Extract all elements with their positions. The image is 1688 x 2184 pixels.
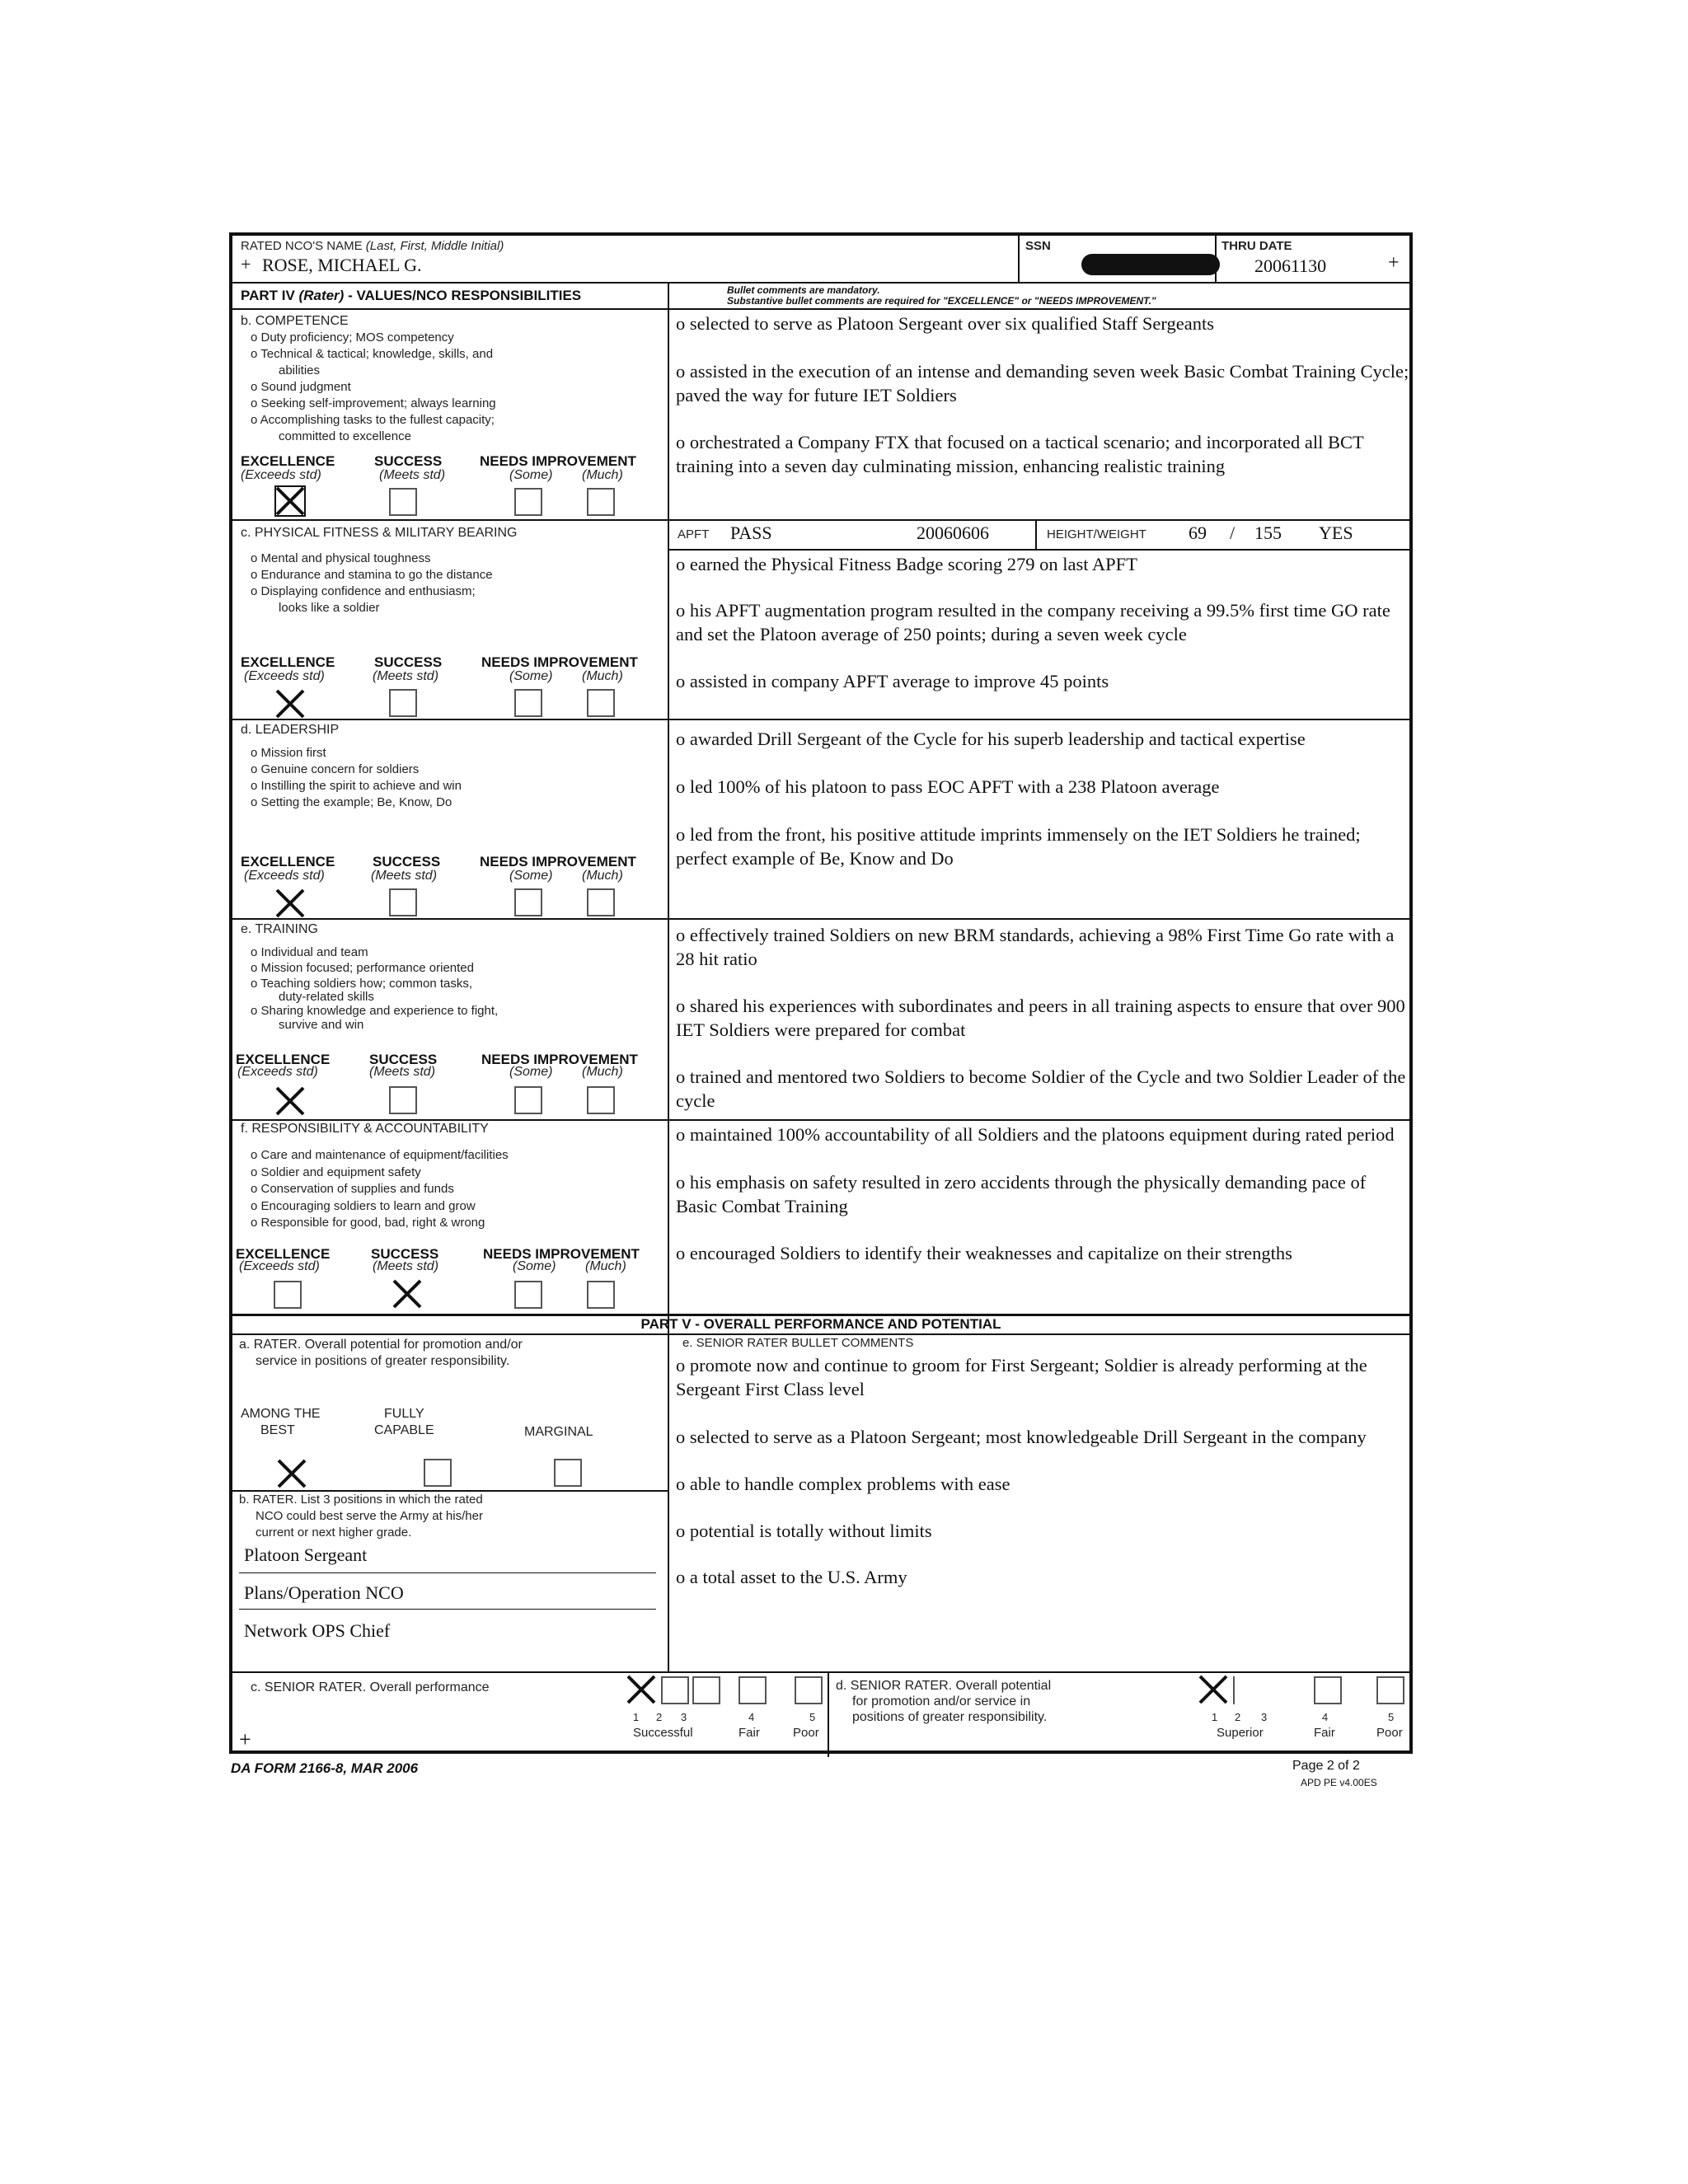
section-d-items: o Mission first o Genuine concern for soldiers o Instilling the spirit to achieve and win o Setting the example; Be, Know, Do	[251, 746, 462, 809]
plus-mark-bottom-left: +	[239, 1727, 251, 1751]
section-b-excellence-checkbox[interactable]	[274, 485, 307, 518]
section-b-items: o Duty proficiency; MOS competency o Technical & tactical; knowledge, skills, and abilities o Sound judgment o Seeking self-improvement; always learning o Accomplishing tasks to the fullest capacity; committed to excellence	[251, 330, 496, 443]
section-d-bullet-3: o led from the front, his positive attitude imprints immensely on the IET Soldiers he trained; perfect example of Be, Know and Do	[676, 824, 1361, 869]
height-weight-result[interactable]: YES	[1319, 523, 1353, 543]
section-c-bullet-2: o his APFT augmentation program resulted in the company receiving a 99.5% first time GO rate and set the Platoon average of 250 points; during a seven week cycle	[676, 600, 1390, 644]
potential-num-3: 3	[1261, 1711, 1268, 1723]
part-iv-title: PART IV (Rater) - VALUES/NCO RESPONSIBILITIES	[241, 288, 582, 303]
section-f-success-checkbox[interactable]	[391, 1277, 424, 1310]
section-f-bullets	[676, 1122, 1409, 1265]
section-e-success-checkbox[interactable]	[389, 1086, 417, 1114]
section-e-some-checkbox[interactable]	[514, 1086, 542, 1114]
section-b-bullet-3: o orchestrated a Company FTX that focused on a tactical scenario; and incorporated all BCT training into a seven day culminating mission, enhancing realistic training	[676, 432, 1364, 476]
senior-rater-performance-title: c. SENIOR RATER. Overall performance	[251, 1680, 490, 1694]
performance-num-5: 5	[809, 1711, 816, 1723]
potential-box-4[interactable]	[1376, 1676, 1404, 1704]
section-f-items: o Care and maintenance of equipment/facilities o Soldier and equipment safety o Conservation of supplies and funds o Encouraging soldiers to learn and grow o Responsible for good, bad, right & wrong	[251, 1148, 509, 1230]
section-b-much-checkbox[interactable]	[587, 488, 615, 516]
section-f-bullet-1: o maintained 100% accountability of all Soldiers and the platoons equipment during rated period	[676, 1124, 1395, 1145]
section-b-bullet-1: o selected to serve as Platoon Sergeant over six qualified Staff Sergeants	[676, 313, 1214, 334]
section-c-bullet-3: o assisted in company APFT average to improve 45 points	[676, 671, 1109, 691]
performance-successful-label: Successful	[633, 1726, 693, 1740]
section-f-bullet-2: o his emphasis on safety resulted in zero accidents through the physically demanding pace of Basic Combat Training	[676, 1172, 1367, 1216]
section-c-title: c. PHYSICAL FITNESS & MILITARY BEARING	[241, 526, 518, 540]
section-b-bullets	[676, 312, 1409, 478]
performance-box-2[interactable]	[661, 1676, 689, 1704]
section-b-bullet-2: o assisted in the execution of an intense and demanding seven week Basic Combat Training Cycle; paved the way for future IET Soldiers	[676, 361, 1409, 405]
section-e-bullets	[676, 923, 1409, 1113]
section-f-title: f. RESPONSIBILITY & ACCOUNTABILITY	[241, 1122, 489, 1136]
form-version: APD PE v4.00ES	[1301, 1777, 1377, 1788]
potential-box-1[interactable]	[1197, 1673, 1230, 1706]
thru-date-value[interactable]: 20061130	[1254, 255, 1327, 276]
performance-box-3[interactable]	[692, 1676, 720, 1704]
performance-fair-label: Fair	[738, 1726, 760, 1740]
section-b-title: b. COMPETENCE	[241, 314, 349, 328]
marginal-label: MARGINAL	[524, 1425, 593, 1439]
thru-date-label: THRU DATE	[1221, 239, 1292, 253]
potential-num-5: 5	[1388, 1711, 1395, 1723]
section-e-bullet-1: o effectively trained Soldiers on new BRM standards, achieving a 98% First Time Go rate with a 28 hit ratio	[676, 925, 1395, 969]
substantive-note: Substantive bullet comments are required for "EXCELLENCE" or "NEEDS IMPROVEMENT."	[727, 295, 1156, 307]
height-weight-slash: /	[1230, 523, 1236, 543]
height-value[interactable]: 69	[1189, 523, 1207, 543]
position-2[interactable]: Plans/Operation NCO	[244, 1582, 404, 1603]
page-number: Page 2 of 2	[1292, 1759, 1360, 1773]
height-weight-label: HEIGHT/WEIGHT	[1047, 527, 1146, 541]
part-v-title: PART V - OVERALL PERFORMANCE AND POTENTIAL	[640, 1316, 1001, 1332]
section-f-bullet-3: o encouraged Soldiers to identify their weaknesses and capitalize on their strengths	[676, 1243, 1292, 1263]
apft-result[interactable]: PASS	[730, 523, 772, 543]
section-e-much-checkbox[interactable]	[587, 1086, 615, 1114]
senior-rater-bullet-2: o selected to serve as a Platoon Sergeant; most knowledgeable Drill Sergeant in the company	[676, 1427, 1367, 1447]
performance-box-5[interactable]	[795, 1676, 823, 1704]
potential-num-2: 2	[1235, 1711, 1241, 1723]
marginal-checkbox[interactable]	[554, 1459, 582, 1487]
senior-rater-potential-title: d. SENIOR RATER. Overall potential for promotion and/or service in positions of greater responsibility.	[836, 1679, 1052, 1724]
performance-num-2: 2	[656, 1711, 663, 1723]
senior-rater-bullet-4: o potential is totally without limits	[676, 1521, 932, 1541]
senior-rater-bullet-1: o promote now and continue to groom for First Sergeant; Soldier is already performing at the Sergeant First Class level	[676, 1355, 1367, 1399]
form-identifier: DA FORM 2166-8, MAR 2006	[231, 1760, 419, 1776]
apft-label: APFT	[678, 527, 710, 541]
section-b-some-checkbox[interactable]	[514, 488, 542, 516]
section-d-some-checkbox[interactable]	[514, 888, 542, 916]
section-d-bullet-2: o led 100% of his platoon to pass EOC APFT with a 238 Platoon average	[676, 776, 1220, 797]
section-c-much-checkbox[interactable]	[587, 689, 615, 717]
evaluation-form: RATED NCO'S NAME (Last, First, Middle Initial) + ROSE, MICHAEL G. SSN THRU DATE 20061130 + PART IV (Rater) - VALUES/NCO RESPONSIBILITIES Bullet comments are mandatory. Substantive bullet comments are required for "EXCELLENCE" or "NEEDS IMPROVEMENT." b. COMPETENCE o Duty proficiency; MOS competency o Technical & tactical; knowledge, skills, and abilities o Sound judgment o Seeking self-improvement; always learning o Accomplishing tasks to the fullest capacity; committed to excellence EXCELLENCE (Exceeds std) SUCCESS (Meets std) NEEDS IMPROVEMENT (Some) (Much) o selected to serve as Platoon Sergeant over six qualified Staff Sergeants o assisted in the execution of an intense and demanding seven week Basic Combat Training Cycle; paved the way for future IET Soldiers o orchestrated a Company FTX that focused on a tactical scenario; and incorporated all BCT training into a seven day culminating mission, enhancing realistic training c. PHYSICAL FITNESS & MILITARY BEARING o Mental and physical toughness o Endurance and stamina to go the distance o Displaying confidence and enthusiasm; looks like a soldier EXCELLENCE (Exceeds std) SUCCESS (Meets std) NEEDS IMPROVEMENT (Some) (Much) APFT PASS 20060606 HEIGHT/WEIGHT 69 / 155 YES o earned the Physical Fitness Badge scoring 279 on last APFT o his APFT augmentation program resulted in the company receiving a 99.5% first time GO rate and set the Platoon average of 250 points; during a seven week cycle o assisted in company APFT average to improve 45 points d. LEADERSHIP o Mission first o Genuine concern for soldiers o Instilling the spirit to achieve and win o Setting the example; Be, Know, Do EXCELLENCE (Exceeds std) SUCCESS (Meets std) NEEDS IMPROVEMENT (Some) (Much) o awarded Drill Sergeant of the Cycle for his superb leadership and tactical expertise o led 100% of his platoon to pass EOC APFT with a 238 Platoon average o led from the front, his positive attitude imprints immensely on the IET Soldiers he trained; perfect example of Be, Know and Do e. TRAINING o Individual and team o Mission focused; performance oriented o Teaching soldiers how; common tasks, duty-related skills o Sharing knowledge and experience to fight, survive and win EXCELLENCE (Exceeds std) SUCCESS (Meets std) NEEDS IMPROVEMENT (Some) (Much) o effectively trained Soldiers on new BRM standards, achieving a 98% First Time Go rate with a 28 hit ratio o shared his experiences with subordinates and peers in all training aspects to ensure that over 900 IET Soldiers were prepared for combat o trained and mentored two Soldiers to become Soldier of the Cycle and two Soldier Leader of the cycle f. RESPONSIBILITY & ACCOUNTABILITY o Care and maintenance of equipment/facilities o Soldier and equipment safety o Conservation of supplies and funds o Encouraging soldiers to learn and grow o Responsible for good, bad, right & wrong EXCELLENCE (Exceeds std) SUCCESS (Meets std) NEEDS IMPROVEMENT (Some) (Much) o maintained 100% accountability of all Soldiers and the platoons equipment during rated period o his emphasis on safety resulted in zero accidents through the physically demanding pace of Basic Combat Training o encouraged Soldiers to identify their weaknesses and capitalize on their strengths PART V - OVERALL PERFORMANCE AND POTENTIAL a. RATER. Overall potential for promotion and/or service in positions of greater responsibility. AMONG THE BEST FULLY CAPABLE MARGINAL b. RATER. List 3 positions in which the rated NCO could best serve the Army at his/her current or next higher grade. Platoon Sergeant Plans/Operation NCO Network OPS Chief e. SENIOR RATER BULLET COMMENTS o promote now and continue to groom for First Sergeant; Soldier is already performing at the Sergeant First Class level o selected to serve as a Platoon Sergeant; most knowledgeable Drill Sergeant in the company o able to handle complex problems with ease o potential is totally without limits o a total asset to the U.S. Army c. SENIOR RATER. Overall performance 1 2 3 4 5 Successful Fair Poor + d. SENIOR RATER. Overall potential for promotion and/or service in positions of greater responsibility. 1 2 3 4 5 Superior Fair Poor	[229, 232, 1413, 1754]
performance-num-4: 4	[748, 1711, 755, 1723]
section-e-title: e. TRAINING	[241, 922, 318, 936]
ssn-redaction	[1081, 254, 1220, 275]
senior-rater-bullets	[676, 1353, 1409, 1589]
plus-mark-top-right: +	[1388, 252, 1400, 274]
section-c-bullet-1: o earned the Physical Fitness Badge scoring 279 on last APFT	[676, 554, 1137, 574]
performance-num-1: 1	[633, 1711, 640, 1723]
section-c-items: o Mental and physical toughness o Endurance and stamina to go the distance o Displaying confidence and enthusiasm; looks like a soldier	[251, 551, 493, 615]
position-3[interactable]: Network OPS Chief	[244, 1620, 391, 1641]
section-e-bullet-2: o shared his experiences with subordinates and peers in all training aspects to ensure that over 900 IET Soldiers were prepared for combat	[676, 996, 1405, 1040]
potential-num-4: 4	[1322, 1711, 1329, 1723]
rated-nco-name[interactable]: ROSE, MICHAEL G.	[262, 255, 422, 275]
section-c-some-checkbox[interactable]	[514, 689, 542, 717]
potential-superior-label: Superior	[1217, 1726, 1264, 1740]
section-e-excellence-checkbox[interactable]	[274, 1085, 307, 1118]
section-c-bullets	[676, 552, 1409, 693]
section-c-excellence-checkbox[interactable]	[274, 687, 307, 720]
section-d-title: d. LEADERSHIP	[241, 723, 340, 737]
rater-potential-title: a. RATER. Overall potential for promotion and/or service in positions of greater responsibility.	[239, 1338, 523, 1368]
apft-date[interactable]: 20060606	[917, 523, 989, 543]
fully-capable-checkbox[interactable]	[424, 1459, 452, 1487]
potential-box-2[interactable]	[1233, 1676, 1261, 1704]
name-label: RATED NCO'S NAME (Last, First, Middle Initial)	[241, 239, 504, 253]
fully-capable-label: FULLY CAPABLE	[374, 1407, 434, 1437]
section-e-items: o Individual and team o Mission focused; performance oriented o Teaching soldiers how; common tasks, duty-related skills o Sharing knowledge and experience to fight, survive and win	[251, 945, 499, 1032]
performance-box-4[interactable]	[738, 1676, 767, 1704]
performance-box-1[interactable]	[625, 1673, 658, 1706]
performance-num-3: 3	[681, 1711, 687, 1723]
among-the-best-label: AMONG THE BEST	[241, 1407, 321, 1437]
section-c-success-checkbox[interactable]	[389, 689, 417, 717]
potential-poor-label: Poor	[1376, 1726, 1403, 1740]
plus-mark-top-left: +	[241, 254, 251, 274]
senior-rater-bullets-title: e. SENIOR RATER BULLET COMMENTS	[682, 1336, 914, 1350]
section-e-bullet-3: o trained and mentored two Soldiers to become Soldier of the Cycle and two Soldier Leader of the cycle	[676, 1066, 1406, 1111]
bullet-mandatory-note: Bullet comments are mandatory.	[727, 284, 880, 296]
potential-box-3[interactable]	[1314, 1676, 1342, 1704]
section-d-bullet-1: o awarded Drill Sergeant of the Cycle for his superb leadership and tactical expertise	[676, 729, 1306, 749]
position-1[interactable]: Platoon Sergeant	[244, 1544, 368, 1565]
potential-num-1: 1	[1212, 1711, 1218, 1723]
section-d-excellence-checkbox[interactable]	[274, 887, 307, 920]
section-d-much-checkbox[interactable]	[587, 888, 615, 916]
performance-poor-label: Poor	[793, 1726, 819, 1740]
section-b-success-checkbox[interactable]	[389, 488, 417, 516]
among-the-best-checkbox[interactable]	[275, 1457, 308, 1490]
section-f-some-checkbox[interactable]	[514, 1281, 542, 1309]
section-d-bullets	[676, 727, 1409, 870]
section-f-excellence-checkbox[interactable]	[274, 1281, 302, 1309]
weight-value[interactable]: 155	[1254, 523, 1282, 543]
ssn-label: SSN	[1025, 239, 1051, 253]
potential-fair-label: Fair	[1314, 1726, 1335, 1740]
section-d-success-checkbox[interactable]	[389, 888, 417, 916]
section-f-much-checkbox[interactable]	[587, 1281, 615, 1309]
senior-rater-bullet-3: o able to handle complex problems with ease	[676, 1474, 1010, 1494]
senior-rater-bullet-5: o a total asset to the U.S. Army	[676, 1567, 907, 1587]
rater-positions-title: b. RATER. List 3 positions in which the rated NCO could best serve the Army at his/her current or next higher grade.	[239, 1493, 483, 1540]
